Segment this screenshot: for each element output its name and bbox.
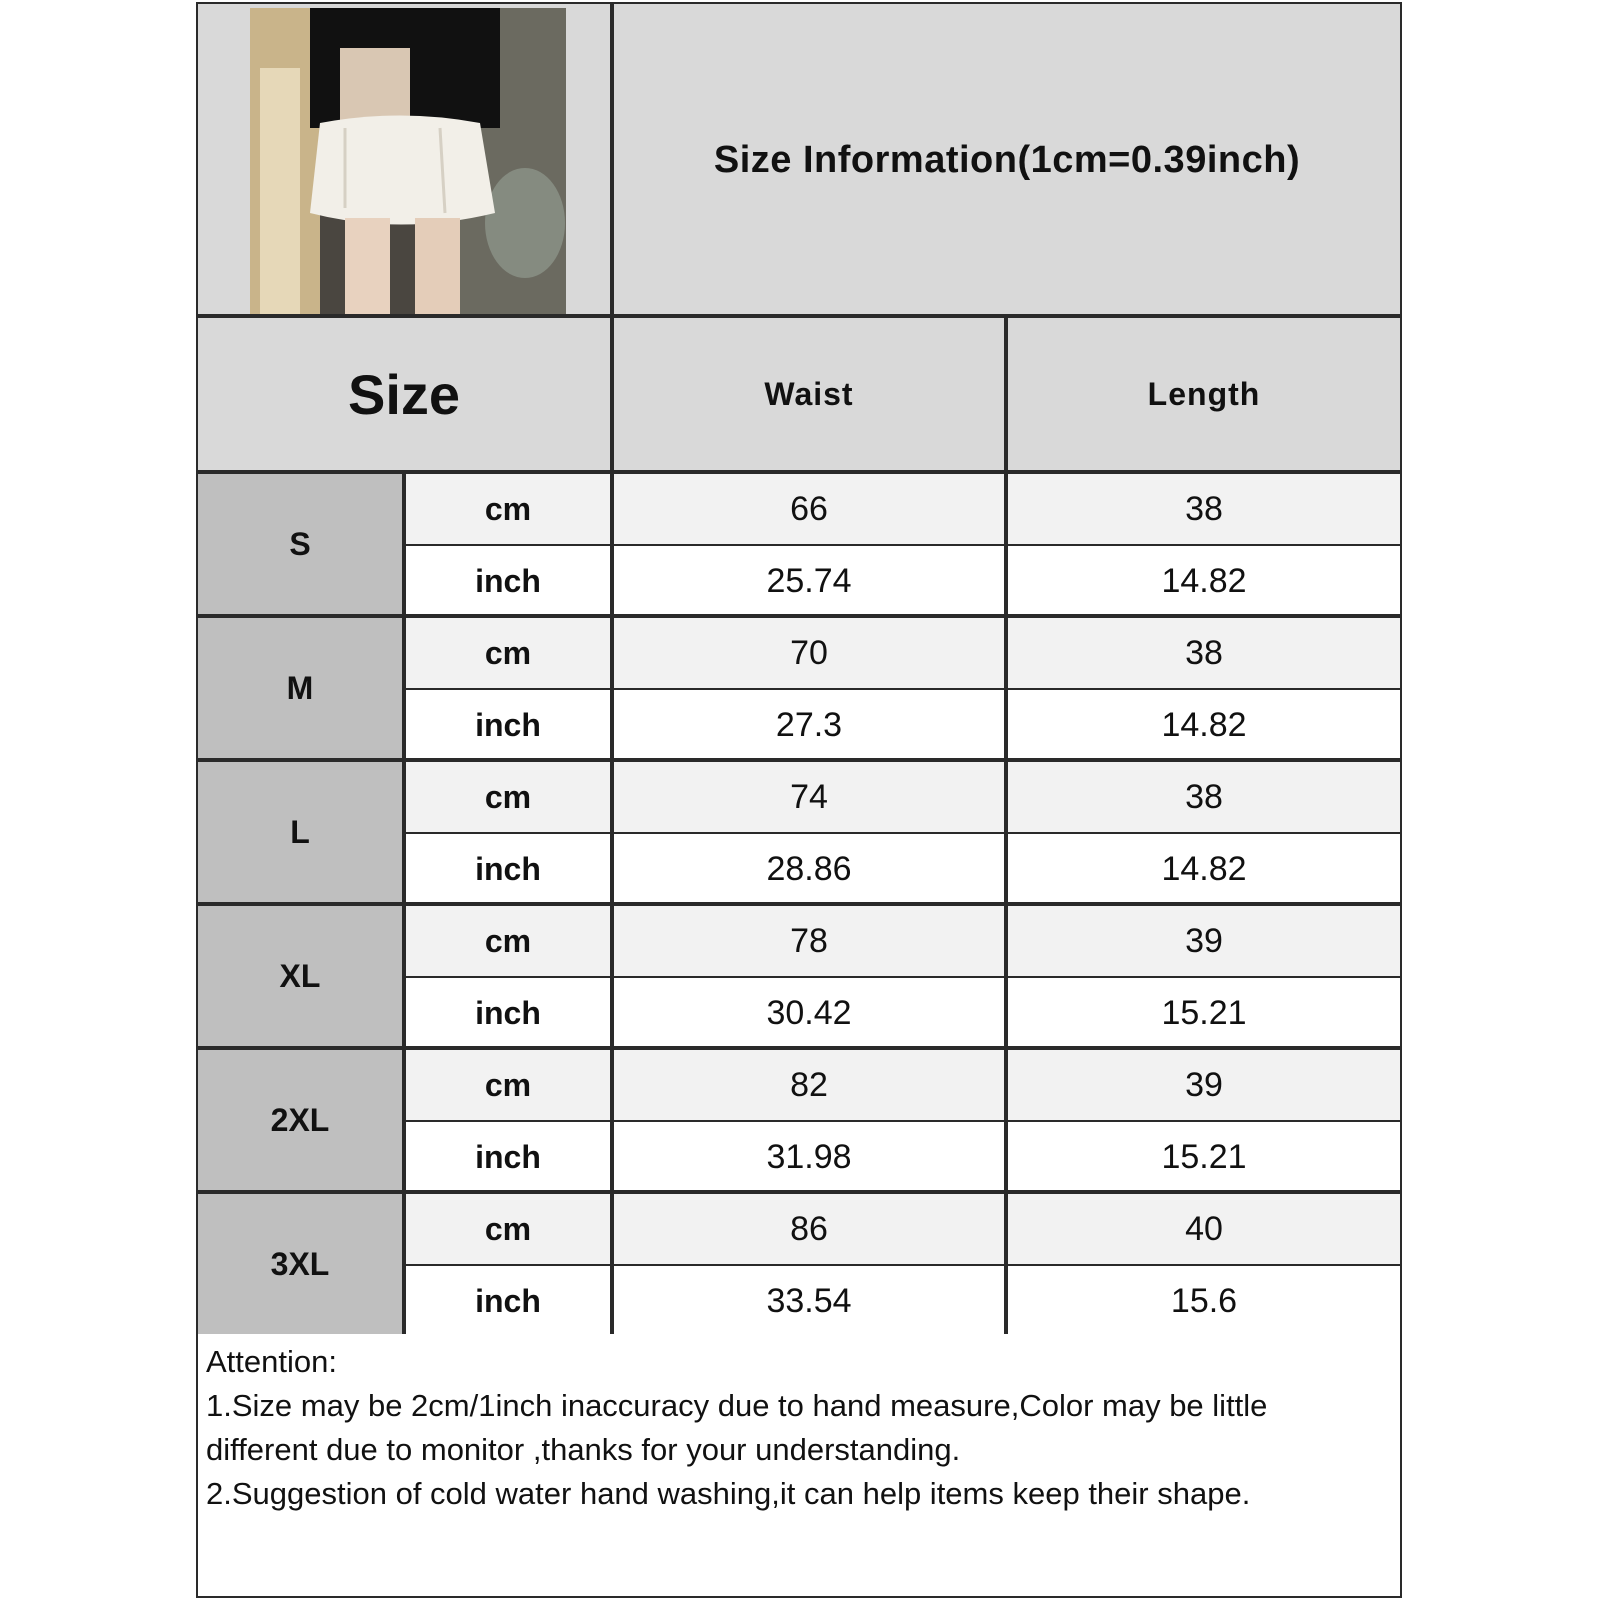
unit-cell (406, 1266, 610, 1336)
unit-cell (406, 978, 610, 1048)
unit-label: inch (475, 1138, 541, 1175)
unit-label: inch (475, 994, 541, 1031)
waist-value: 70 (790, 633, 828, 672)
title-cell (614, 4, 1400, 316)
waist-value: 86 (790, 1209, 828, 1248)
length-value-cell (1008, 762, 1400, 832)
length-value-cell (1008, 1266, 1400, 1336)
length-value: 38 (1185, 489, 1223, 528)
waist-value-cell (614, 1266, 1004, 1336)
unit-label: cm (484, 1066, 532, 1103)
page-title: Size Information(1cm=0.39inch) (713, 138, 1301, 181)
unit-label: cm (484, 922, 532, 959)
unit-cell (406, 834, 610, 904)
notes-heading: Attention: (206, 1344, 337, 1379)
size-label-cell (198, 618, 402, 758)
waist-header-cell (614, 318, 1004, 470)
waist-value: 33.54 (766, 1281, 852, 1320)
unit-cell (406, 1194, 610, 1264)
size-label: 2XL (270, 1101, 330, 1138)
notes-line: different due to monitor ,thanks for your understanding. (206, 1432, 961, 1467)
length-value-cell (1008, 474, 1400, 544)
notes-line: 2.Suggestion of cold water hand washing,it can help items keep their shape. (206, 1476, 1251, 1511)
size-label-cell (198, 1194, 402, 1334)
notes-line: 1.Size may be 2cm/1inch inaccuracy due to hand measure,Color may be little (206, 1388, 1268, 1423)
waist-value-cell (614, 1050, 1004, 1120)
waist-value-cell (614, 618, 1004, 688)
length-value: 38 (1185, 633, 1223, 672)
size-label: L (290, 813, 310, 850)
length-value: 39 (1185, 1065, 1223, 1104)
length-header: Length (1147, 375, 1261, 412)
length-value: 40 (1185, 1209, 1223, 1248)
waist-value-cell (614, 978, 1004, 1048)
waist-value-cell (614, 906, 1004, 976)
waist-value-cell (614, 690, 1004, 760)
unit-cell (406, 618, 610, 688)
length-value-cell (1008, 1122, 1400, 1192)
waist-header: Waist (764, 375, 854, 412)
size-label: XL (279, 957, 321, 994)
waist-value: 74 (790, 777, 828, 816)
length-header-cell (1008, 318, 1400, 470)
waist-value-cell (614, 834, 1004, 904)
waist-value: 27.3 (775, 705, 843, 744)
length-value: 15.21 (1161, 993, 1247, 1032)
length-value: 14.82 (1161, 705, 1247, 744)
size-label: 3XL (270, 1245, 330, 1282)
unit-cell (406, 690, 610, 760)
length-value-cell (1008, 834, 1400, 904)
length-value-cell (1008, 1194, 1400, 1264)
product-photo (250, 8, 566, 314)
waist-value-cell (614, 474, 1004, 544)
size-header: Size (347, 362, 461, 426)
waist-value: 31.98 (766, 1137, 852, 1176)
unit-label: cm (484, 778, 532, 815)
waist-value-cell (614, 762, 1004, 832)
waist-value-cell (614, 1194, 1004, 1264)
unit-label: inch (475, 850, 541, 887)
waist-value: 30.42 (766, 993, 852, 1032)
waist-value: 66 (790, 489, 828, 528)
unit-cell (406, 906, 610, 976)
length-value-cell (1008, 978, 1400, 1048)
length-value: 15.21 (1161, 1137, 1247, 1176)
unit-label: cm (484, 1210, 532, 1247)
length-value: 15.6 (1170, 1281, 1238, 1320)
size-label-cell (198, 906, 402, 1046)
length-value-cell (1008, 906, 1400, 976)
length-value-cell (1008, 546, 1400, 616)
length-value: 14.82 (1161, 849, 1247, 888)
unit-cell (406, 1050, 610, 1120)
unit-label: inch (475, 1282, 541, 1319)
unit-label: inch (475, 706, 541, 743)
unit-cell (406, 1122, 610, 1192)
size-label: S (289, 525, 311, 562)
waist-value: 25.74 (766, 561, 852, 600)
length-value-cell (1008, 618, 1400, 688)
waist-value: 78 (790, 921, 828, 960)
unit-label: cm (484, 490, 532, 527)
size-label-cell (198, 762, 402, 902)
size-chart (196, 2, 1402, 1598)
waist-value-cell (614, 546, 1004, 616)
waist-value: 28.86 (766, 849, 852, 888)
unit-label: inch (475, 562, 541, 599)
product-photo-cell (198, 4, 616, 316)
size-label: M (286, 669, 314, 706)
length-value: 39 (1185, 921, 1223, 960)
unit-cell (406, 762, 610, 832)
unit-label: cm (484, 634, 532, 671)
unit-cell (406, 546, 610, 616)
attention-notes (198, 1334, 1400, 1596)
unit-cell (406, 474, 610, 544)
waist-value: 82 (790, 1065, 828, 1104)
size-header-cell (198, 318, 610, 470)
length-value-cell (1008, 1050, 1400, 1120)
length-value: 38 (1185, 777, 1223, 816)
size-label-cell (198, 1050, 402, 1190)
length-value: 14.82 (1161, 561, 1247, 600)
length-value-cell (1008, 690, 1400, 760)
waist-value-cell (614, 1122, 1004, 1192)
size-label-cell (198, 474, 402, 614)
